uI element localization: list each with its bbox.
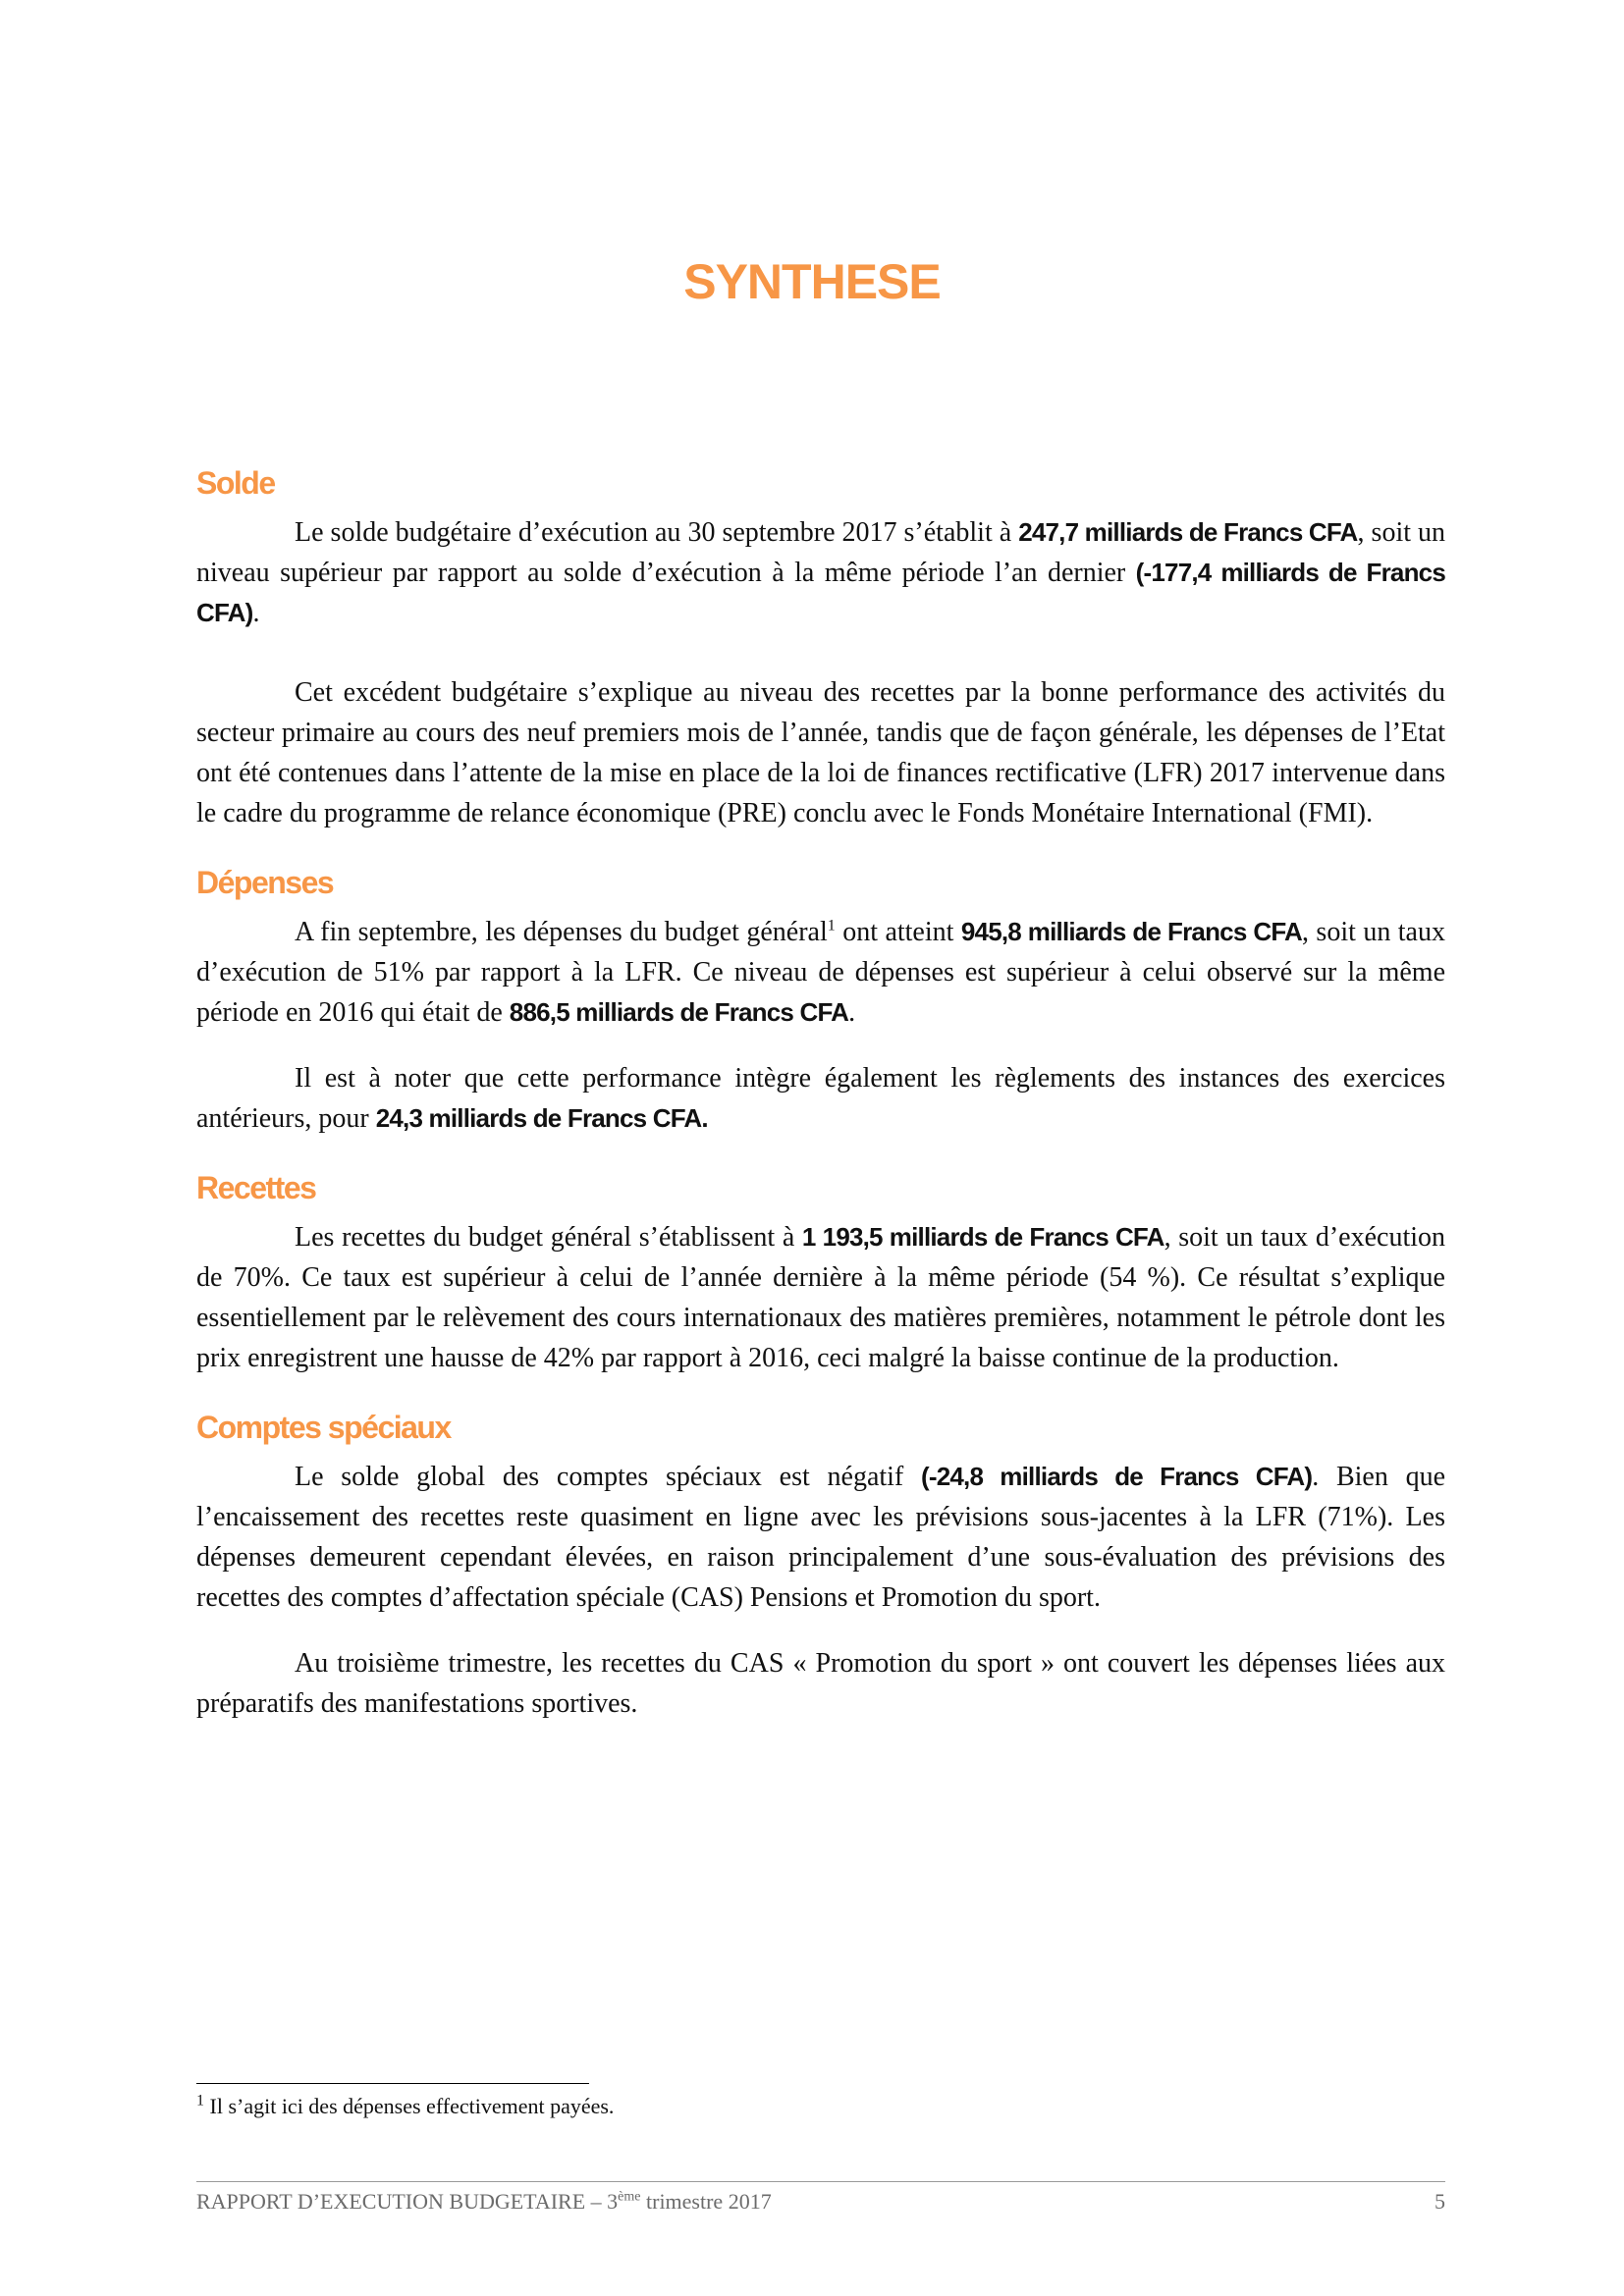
text-run: trimestre 2017 [640, 2189, 772, 2214]
comptes-paragraph-1 [196, 1457, 1445, 1618]
solde-paragraph-1 [196, 512, 1445, 633]
footer-report-title [196, 2189, 772, 2215]
text-run: ont atteint [835, 917, 961, 947]
bold-amount: 1 193,5 milliards de Francs CFA [801, 1222, 1164, 1252]
bold-amount: (-177,4 milliards de Francs CFA) [196, 558, 1445, 627]
text-run: . Bien que l’encaissement des recettes reste quasiment en ligne avec les prévisions sous-jacentes à la LFR (71%). Les dépenses demeurent cependant élevées, en raison principalement d’une sous-évaluation des prévisions des recettes des comptes d’affectation spéciale (CAS) Pensions et Promotion du sport. [196, 1462, 1446, 1613]
section-heading-comptes-speciaux: Comptes spéciaux [196, 1410, 451, 1445]
text-run: Il est à noter que cette performance intègre également les règlements des instances des exercices antérieurs, pour [196, 1063, 1445, 1134]
bold-amount: 886,5 milliards de Francs CFA [509, 997, 849, 1027]
bold-amount: 945,8 milliards de Francs CFA [960, 917, 1302, 946]
footnote-divider [196, 2083, 589, 2084]
text-run: Le solde budgétaire d’exécution au 30 septembre 2017 s’établit à [295, 517, 1019, 548]
section-heading-solde: Solde [196, 465, 275, 501]
footer-divider [196, 2181, 1445, 2182]
superscript: ème [618, 2189, 641, 2205]
text-run: . [252, 598, 260, 628]
text-run: , soit un taux d’exécution de 51% par rapport à la LFR. Ce niveau de dépenses est supérieur à celui observé sur la même période en 2016 qui était de [196, 917, 1445, 1028]
text-run: . [848, 997, 856, 1028]
solde-paragraph-2: Cet excédent budgétaire s’explique au niveau des recettes par la bonne performance des activités du secteur primaire au cours des neuf premiers mois de l’année, tandis que de façon générale, les dépenses de l’Etat ont été contenues dans l’attente de la mise en place de la loi de finances rectificative (LFR) 2017 intervenue dans le cadre du programme de relance économique (PRE) conclu avec le Fonds Monétaire International (FMI). [196, 677, 1445, 828]
text-run: A fin septembre, les dépenses du budget général [295, 917, 828, 947]
text-run: Les recettes du budget général s’établissent à [295, 1222, 802, 1253]
bold-amount: 24,3 milliards de Francs CFA. [375, 1103, 708, 1133]
recettes-paragraph-1 [196, 1217, 1445, 1378]
footnote-text: Il s’agit ici des dépenses effectivement payées. [204, 2094, 615, 2118]
text-run: , soit un niveau supérieur par rapport au solde d’exécution à la même période l’an dernier [196, 517, 1446, 588]
text-run: RAPPORT D’EXECUTION BUDGETAIRE – 3 [196, 2189, 619, 2214]
page-title: SYNTHESE [683, 254, 941, 309]
footnote [196, 2094, 614, 2119]
depenses-paragraph-2 [196, 1058, 1445, 1139]
document-body [196, 461, 1445, 1724]
depenses-paragraph-1 [196, 912, 1445, 1033]
bold-amount: 247,7 milliards de Francs CFA [1018, 517, 1358, 547]
text-run: , soit un taux d’exécution de 70%. Ce taux est supérieur à celui de l’année dernière à la même période (54 %). Ce résultat s’explique essentiellement par le relèvement des cours internationaux des matières premières, notamment le pétrole dont les prix enregistrent une hausse de 42% par rapport à 2016, ceci malgré la baisse continue de la production. [196, 1222, 1445, 1373]
comptes-paragraph-2: Au troisième trimestre, les recettes du CAS « Promotion du sport » ont couvert les dépenses liées aux préparatifs des manifestations sportives. [196, 1648, 1445, 1719]
bold-amount: (-24,8 milliards de Francs CFA) [921, 1462, 1313, 1491]
section-heading-depenses: Dépenses [196, 865, 334, 900]
text-run: Le solde global des comptes spéciaux est négatif [295, 1462, 922, 1492]
section-heading-recettes: Recettes [196, 1170, 316, 1205]
footnote-mark: 1 [196, 2092, 204, 2109]
page-number: 5 [1435, 2189, 1445, 2214]
footnote-reference: 1 [827, 917, 836, 934]
